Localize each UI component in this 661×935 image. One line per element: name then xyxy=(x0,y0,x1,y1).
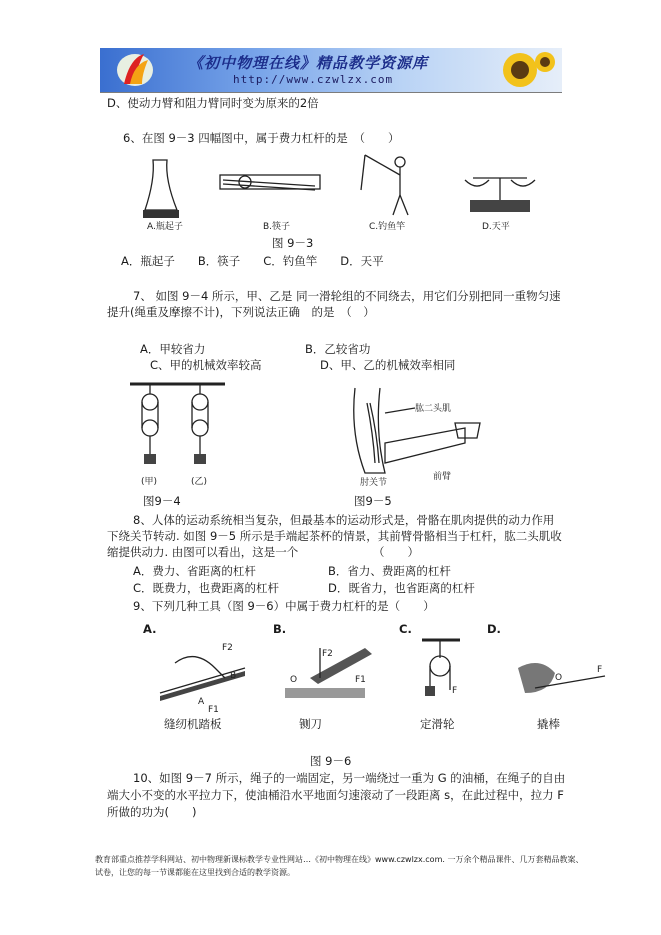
fixed-pulley-figure xyxy=(422,640,460,696)
fig-9-6 xyxy=(150,638,620,716)
q9-label-a: A. xyxy=(143,622,157,636)
fig94-label-jia: (甲) xyxy=(141,477,158,487)
q9-caption-c: 定滑轮 xyxy=(420,717,455,731)
q9-label-b: B. xyxy=(273,622,287,636)
fig93-caption-a: A.瓶起子 xyxy=(147,222,183,232)
q8-stem-line1: 8、人体的运动系统相当复杂，但最基本的运动形式是，骨骼在肌肉提供的动力作用 xyxy=(133,513,555,527)
fig-9-3-label: 图 9－3 xyxy=(272,236,314,250)
fig94-label-yi: (乙) xyxy=(191,477,208,487)
q10-stem-line2: 端大小不变的水平拉力下，使油桶沿水平地面匀速滚动了一段距离 s，在此过程中，拉力 F xyxy=(107,788,564,802)
svg-text:B: B xyxy=(230,671,237,681)
svg-text:O: O xyxy=(290,675,298,685)
fig95-label-elbow: 肘关节 xyxy=(360,478,388,488)
q7-option-b: B．乙较省功 xyxy=(305,342,371,356)
q9-label-d: D. xyxy=(487,622,501,636)
svg-text:F2: F2 xyxy=(322,649,333,659)
fig95-label-forearm: 前臂 xyxy=(433,472,452,482)
q8-option-b: B．省力、费距离的杠杆 xyxy=(328,564,451,578)
svg-text:A: A xyxy=(198,697,205,707)
q7-stem-line1: 7、 如图 9－4 所示，甲、乙是 同一滑轮组的不同绕去，用它们分别把同一重物匀速 xyxy=(133,289,561,303)
sunflower-icon xyxy=(503,52,555,87)
balance-figure xyxy=(465,178,535,212)
q8-stem-line2: 下绕关节转动. 如图 9－5 所示是手端起茶杯的情景，其前臂骨骼相当于杠杆，肱二头肌收 xyxy=(107,529,562,543)
fig93-caption-c: C.钓鱼竿 xyxy=(369,222,406,232)
fig93-caption-b: B.筷子 xyxy=(263,222,291,232)
fig-9-3 xyxy=(125,150,545,232)
q8-stem-line3: 缩提供动力. 由图可以看出，这是一个 （ ） xyxy=(107,545,420,559)
bottle-opener-figure xyxy=(143,160,179,218)
q9-caption-b: 铡刀 xyxy=(299,717,322,731)
site-title: 《初中物理在线》精品教学资源库 xyxy=(188,54,429,72)
fig-9-4 xyxy=(125,378,235,492)
q5-option-d: D、使动力臂和阻力臂同时变为原来的2倍 xyxy=(107,96,319,110)
q7-option-a: A．甲较省力 xyxy=(140,342,206,356)
logo-icon xyxy=(117,54,153,86)
svg-text:F1: F1 xyxy=(355,675,366,685)
svg-text:O: O xyxy=(555,673,563,683)
fig-9-5-label: 图9－5 xyxy=(354,494,392,508)
q10-stem-line1: 10、如图 9－7 所示，绳子的一端固定，另一端绕过一重为 G 的油桶，在绳子的自由 xyxy=(133,771,566,785)
crowbar-figure xyxy=(518,663,605,693)
q6-stem: 6、在图 9－3 四幅图中，属于费力杠杆的是 （ ） xyxy=(123,131,400,145)
sewing-pedal-figure xyxy=(160,643,245,715)
fig93-caption-d: D.天平 xyxy=(482,222,510,232)
fig95-label-bicep: 肱二头肌 xyxy=(415,404,452,414)
q7-option-c: C、甲的机械效率较高 xyxy=(150,358,262,372)
q9-label-c: C. xyxy=(399,622,412,636)
fishing-figure xyxy=(361,155,408,215)
q8-option-d: D．既省力，也省距离的杠杆 xyxy=(328,581,475,595)
q8-option-c: C．既费力，也费距离的杠杆 xyxy=(133,581,280,595)
svg-text:F2: F2 xyxy=(222,643,233,653)
q7-option-d: D、甲、乙的机械效率相同 xyxy=(320,358,456,372)
q9-caption-d: 撬棒 xyxy=(537,717,560,731)
pulley-system-yi xyxy=(192,384,208,464)
svg-text:F: F xyxy=(452,686,458,696)
q8-option-a: A．费力、省距离的杠杆 xyxy=(133,564,256,578)
q9-caption-a: 缝纫机踏板 xyxy=(164,717,222,731)
fig-9-5 xyxy=(345,383,510,491)
q10-stem-line3: 所做的功为( ) xyxy=(107,805,197,819)
q9-stem: 9、下列几种工具（图 9－6）中属于费力杠杆的是（ ） xyxy=(133,599,435,613)
q6-options: A．瓶起子 B．筷子 C．钓鱼竿 D．天平 xyxy=(121,254,384,268)
pulley-system-jia xyxy=(142,384,158,464)
q7-stem-line2: 提升(绳重及摩擦不计)，下列说法正确 的是 （ ） xyxy=(107,305,375,319)
page-footer: 教育部重点推荐学科网站、初中物理新课标教学专业性网站…《初中物理在线》www.czwlzx.com. 一万余个精品课件、几万套精品教案、试卷，让您的每一节课都能在这里找到合适的教学资源。 xyxy=(95,855,584,877)
fig-9-6-label: 图 9－6 xyxy=(310,754,352,768)
chopsticks-figure xyxy=(220,175,320,190)
guillotine-figure xyxy=(285,648,372,698)
svg-text:F1: F1 xyxy=(208,705,219,715)
fig-9-4-label: 图9－4 xyxy=(143,494,181,508)
svg-text:F: F xyxy=(597,665,603,675)
site-url[interactable]: http://www.czwlzx.com xyxy=(233,73,394,86)
